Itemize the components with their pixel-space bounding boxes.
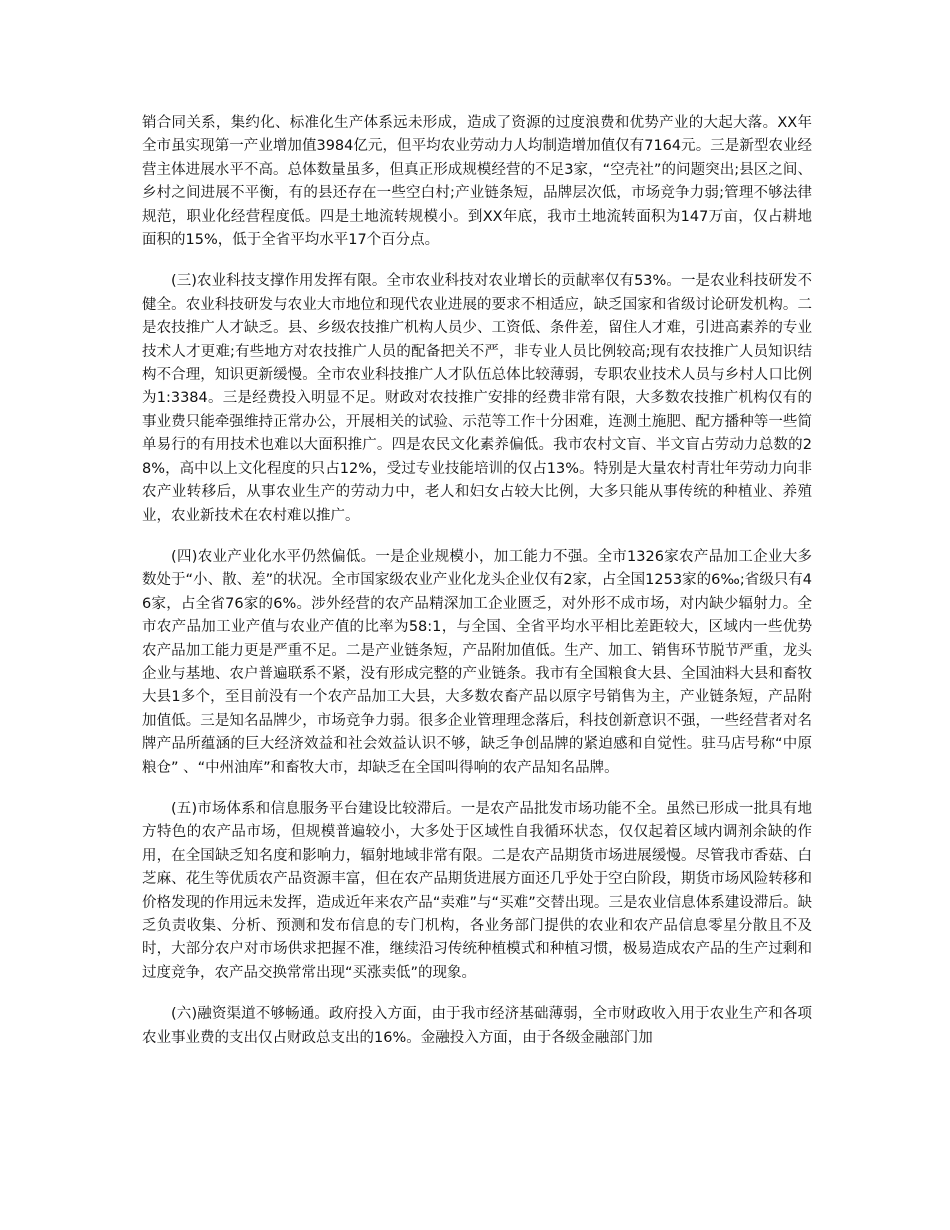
paragraph-market-system: (五)市场体系和信息服务平台建设比较滞后。一是农产品批发市场功能不全。虽然已形成一批具有地方特色的农产品市场，但规模普遍较小，大多处于区域性自我循环状态，仅仅起着区域内调剂余缺的作用，在全国缺乏知名度和影响力，辐射地域非常有限。二是农产品期货市场进展缓慢。尽管我市香菇、白芝麻、花生等优质农产品资源丰富，但在农产品期货进展方面还几乎处于空白阶段，期货市场风险转移和价格发现的作用远未发挥，造成近年来农产品“卖难”与“买难”交替出现。三是农业信息体系建设滞后。缺乏负责收集、分析、预测和发布信息的专门机构，各业务部门提供的农业和农产品信息零星分散且不及时，大部分农户对市场供求把握不准，继续沿习传统种植模式和种植习惯，极易造成农产品的生产过剩和过度竞争，农产品交换常常出现“买涨卖低”的现象。: [142, 800, 812, 981]
paragraph-agri-tech: (三)农业科技支撑作用发挥有限。全市农业科技对农业增长的贡献率仅有53%。一是农业科技研发不健全。农业科技研发与农业大市地位和现代农业进展的要求不相适应，缺乏国家和省级讨论研发机构。二是农技推广人才缺乏。县、乡级农技推广机构人员少、工资低、条件差，留住人才难，引进高素养的专业技术人才更难;有些地方对农技推广人员的配备把关不严，非专业人员比例较高;现有农技推广人员知识结构不合理，知识更新缓慢。全市农业科技推广人才队伍总体比较薄弱，专职农业技术人员与乡村人口比例为1:3384。三是经费投入明显不足。财政对农技推广安排的经费非常有限，大多数农技推广机构仅有的事业费只能牵强维持正常办公，开展相关的试验、示范等工作十分困难，连测土施肥、配方播种等一些简单易行的有用技术也难以大面积推广。四是农民文化素养偏低。我市农村文盲、半文盲占劳动力总数的28%，高中以上文化程度的只占12%，受过专业技能培训的仅占13%。特别是大量农村青壮年劳动力向非农产业转移后，从事农业生产的劳动力中，老人和妇女占较大比例，大多只能从事传统的种植业、养殖业，农业新技术在农村难以推广。: [142, 273, 812, 524]
paragraph-financing: (六)融资渠道不够畅通。政府投入方面，由于我市经济基础薄弱，全市财政收入用于农业生产和各项农业事业费的支出仅占财政总支出的16%。金融投入方面，由于各级金融部门加: [142, 1006, 812, 1046]
paragraph-industrialization: (四)农业产业化水平仍然偏低。一是企业规模小，加工能力不强。全市1326家农产品加工企业大多数处于“小、散、差”的状况。全市国家级农业产业化龙头企业仅有2家，占全国1253家的6‰;省级只有46家，占全省76家的6%。涉外经营的农产品精深加工企业匮乏，对外形不成市场，对内缺少辐射力。全市农产品加工业产值与农业产值的比率为58:1，与全国、全省平均水平相比差距较大，区域内一些优势农产品加工能力更是严重不足。二是产业链条短，产品附加值低。生产、加工、销售环节脱节严重，龙头企业与基地、农户普遍联系不紧，没有形成完整的产业链条。我市有全国粮食大县、全国油料大县和畜牧大县1多个，至目前没有一个农产品加工大县，大多数农畜产品以原字号销售为主，产业链条短，产品附加值低。三是知名品牌少，市场竞争力弱。很多企业管理理念落后，科技创新意识不强，一些经营者对名牌产品所蕴涵的巨大经济效益和社会效益认识不够，缺乏争创品牌的紧迫感和自觉性。驻马店号称“中原粮仓” 、“中州油库”和畜牧大市，却缺乏在全国叫得响的农产品知名品牌。: [142, 548, 812, 776]
document-page: [142, 112, 812, 1068]
paragraph-land-transfer: 销合同关系，集约化、标准化生产体系远未形成，造成了资源的过度浪费和优势产业的大起大落。XX年全市虽实现第一产业增加值3984亿元，但平均农业劳动力人均制造增加值仅有7164元。三是新型农业经营主体进展水平不高。总体数量虽多，但真正形成规模经营的不足3家，“空壳社”的问题突出;县区之间、乡村之间进展不平衡，有的县还存在一些空白村;产业链条短，品牌层次低，市场竞争力弱;管理不够法律规范，职业化经营程度低。四是土地流转规模小。到XX年底，我市土地流转面积为147万亩，仅占耕地面积的15%，低于全省平均水平17个百分点。: [142, 115, 812, 249]
